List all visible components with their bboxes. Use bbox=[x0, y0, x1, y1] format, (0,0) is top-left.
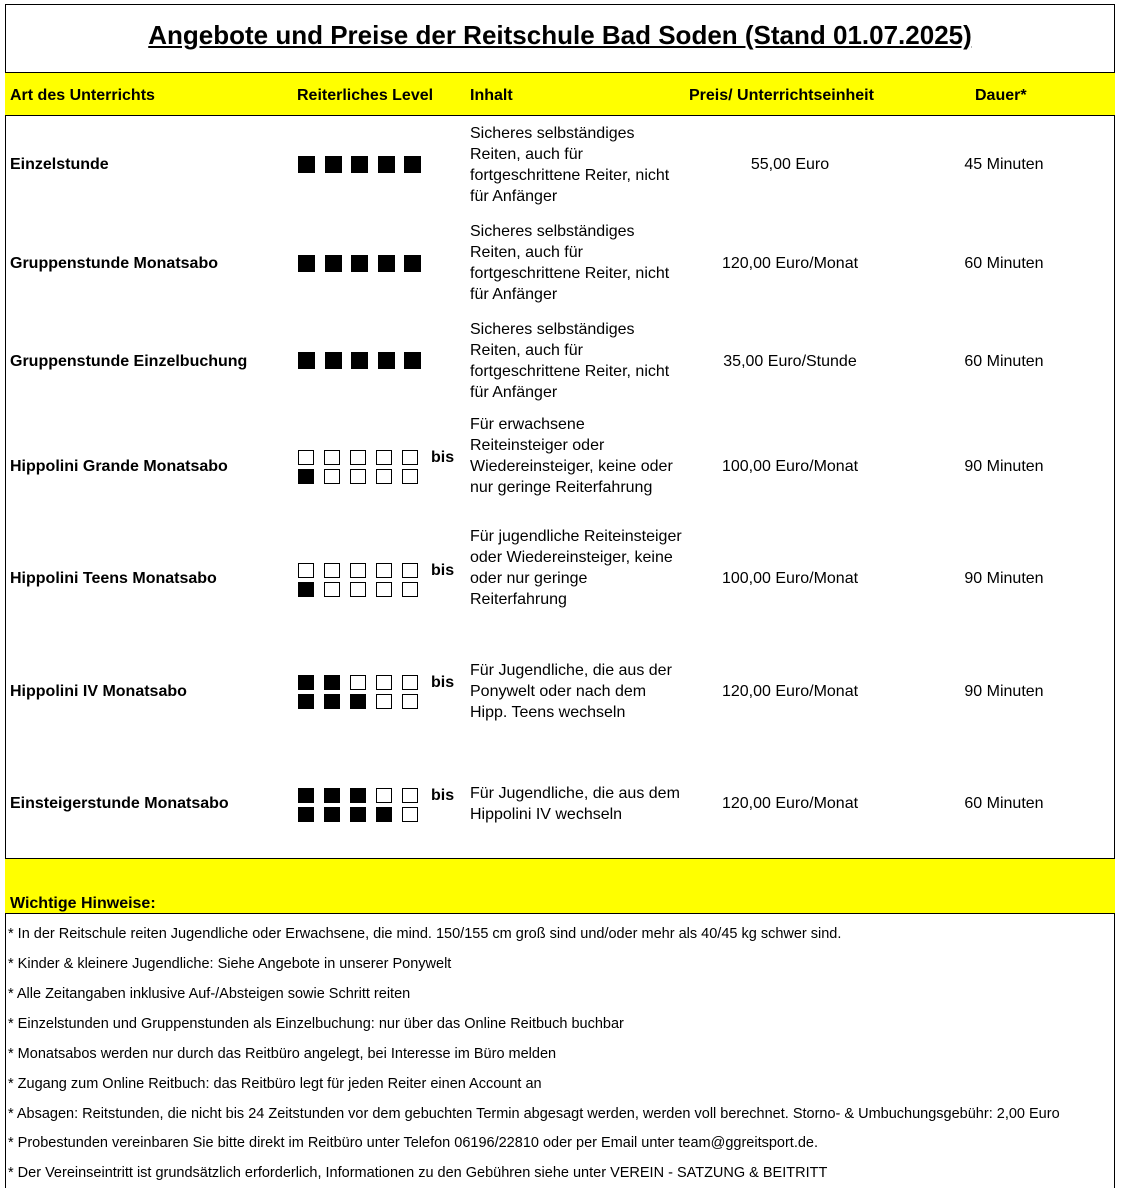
header-level: Reiterliches Level bbox=[297, 87, 434, 104]
filled-square-icon bbox=[378, 156, 395, 173]
empty-square-icon bbox=[298, 450, 314, 465]
empty-square-icon bbox=[376, 675, 392, 690]
note-item: * Zugang zum Online Reitbuch: das Reitbüro legt für jeden Reiter einen Account an bbox=[8, 1076, 542, 1092]
empty-square-icon bbox=[402, 694, 418, 709]
header-duration: Dauer* bbox=[975, 87, 1027, 104]
note-item: * Monatsabos werden nur durch das Reitbüro angelegt, bei Interesse im Büro melden bbox=[8, 1046, 557, 1062]
level-squares bbox=[298, 581, 428, 598]
filled-square-icon bbox=[351, 156, 368, 173]
row-duration: 90 Minuten bbox=[964, 570, 1044, 587]
note-item: * Absagen: Reitstunden, die nicht bis 24 Zeitstunden vor dem gebuchten Termin abgesagt werden, werden voll berechnet. Storno- & Umbuchungsgebühr: 2,00 Euro bbox=[8, 1106, 1060, 1122]
filled-square-icon bbox=[350, 788, 366, 803]
note-item: * Kinder & kleinere Jugendliche: Siehe Angebote in unserer Ponywelt bbox=[8, 956, 452, 972]
filled-square-icon bbox=[298, 255, 315, 272]
header-art: Art des Unterrichts bbox=[10, 87, 155, 104]
header-price: Preis/ Unterrichtseinheit bbox=[689, 87, 874, 104]
filled-square-icon bbox=[350, 807, 366, 822]
empty-square-icon bbox=[298, 563, 314, 578]
filled-square-icon bbox=[404, 255, 421, 272]
filled-square-icon bbox=[324, 675, 340, 690]
level-range-label: bis bbox=[431, 787, 455, 804]
empty-square-icon bbox=[402, 469, 418, 484]
empty-square-icon bbox=[350, 582, 366, 597]
level-indicator bbox=[298, 156, 431, 175]
row-duration: 60 Minuten bbox=[964, 353, 1044, 370]
level-indicator bbox=[298, 255, 431, 274]
filled-square-icon bbox=[324, 807, 340, 822]
filled-square-icon bbox=[378, 255, 395, 272]
row-duration: 90 Minuten bbox=[964, 683, 1044, 700]
empty-square-icon bbox=[402, 450, 418, 465]
level-indicator bbox=[298, 449, 455, 487]
note-item: * In der Reitschule reiten Jugendliche oder Erwachsene, die mind. 150/155 cm groß sind und/oder mehr als 40/45 kg schwer sind. bbox=[8, 926, 842, 942]
empty-square-icon bbox=[376, 563, 392, 578]
filled-square-icon bbox=[298, 156, 315, 173]
filled-square-icon bbox=[324, 788, 340, 803]
row-name: Gruppenstunde Monatsabo bbox=[10, 255, 218, 272]
row-name: Einsteigerstunde Monatsabo bbox=[10, 795, 229, 812]
level-squares bbox=[298, 787, 428, 804]
level-squares bbox=[298, 806, 428, 823]
filled-square-icon bbox=[325, 255, 342, 272]
row-price: 100,00 Euro/Monat bbox=[721, 458, 859, 475]
filled-square-icon bbox=[324, 694, 340, 709]
level-squares bbox=[298, 255, 431, 272]
row-duration: 60 Minuten bbox=[964, 795, 1044, 812]
notes-title: Wichtige Hinweise: bbox=[10, 895, 156, 912]
empty-square-icon bbox=[350, 450, 366, 465]
row-price: 100,00 Euro/Monat bbox=[721, 570, 859, 587]
filled-square-icon bbox=[351, 352, 368, 369]
row-price: 120,00 Euro/Monat bbox=[721, 683, 859, 700]
row-duration: 60 Minuten bbox=[964, 255, 1044, 272]
row-price: 35,00 Euro/Stunde bbox=[723, 353, 857, 370]
empty-square-icon bbox=[324, 582, 340, 597]
row-description: Für erwachsene Reiteinsteiger oder Wiedereinsteiger, keine oder nur geringe Reiterfahrung bbox=[470, 416, 673, 496]
empty-square-icon bbox=[402, 807, 418, 822]
filled-square-icon bbox=[325, 352, 342, 369]
row-name: Einzelstunde bbox=[10, 156, 109, 173]
level-indicator bbox=[298, 674, 455, 712]
row-name: Gruppenstunde Einzelbuchung bbox=[10, 353, 248, 370]
filled-square-icon bbox=[351, 255, 368, 272]
note-item: * Alle Zeitangaben inklusive Auf-/Absteigen sowie Schritt reiten bbox=[8, 986, 411, 1002]
level-squares bbox=[298, 562, 428, 579]
note-item: * Der Vereinseintritt ist grundsätzlich erforderlich, Informationen zu den Gebühren siehe unter VEREIN - SATZUNG & BEITRITT bbox=[8, 1165, 828, 1181]
row-description: Sicheres selbständiges Reiten, auch für fortgeschrittene Reiter, nicht für Anfänger bbox=[470, 125, 670, 205]
empty-square-icon bbox=[402, 563, 418, 578]
level-indicator bbox=[298, 787, 455, 825]
empty-square-icon bbox=[402, 788, 418, 803]
empty-square-icon bbox=[376, 694, 392, 709]
row-price: 55,00 Euro bbox=[750, 156, 830, 173]
empty-square-icon bbox=[324, 469, 340, 484]
level-range-label: bis bbox=[431, 449, 455, 466]
header-content: Inhalt bbox=[470, 87, 513, 104]
level-indicator bbox=[298, 562, 455, 600]
empty-square-icon bbox=[350, 675, 366, 690]
filled-square-icon bbox=[298, 582, 314, 597]
filled-square-icon bbox=[404, 156, 421, 173]
row-description: Für Jugendliche, die aus der Ponywelt oder nach dem Hipp. Teens wechseln bbox=[470, 662, 672, 721]
empty-square-icon bbox=[376, 469, 392, 484]
filled-square-icon bbox=[378, 352, 395, 369]
filled-square-icon bbox=[298, 788, 314, 803]
filled-square-icon bbox=[350, 694, 366, 709]
level-indicator bbox=[298, 352, 431, 371]
filled-square-icon bbox=[298, 469, 314, 484]
filled-square-icon bbox=[404, 352, 421, 369]
note-item: * Einzelstunden und Gruppenstunden als Einzelbuchung: nur über das Online Reitbuch buchbar bbox=[8, 1016, 624, 1032]
row-price: 120,00 Euro/Monat bbox=[721, 255, 859, 272]
level-squares bbox=[298, 693, 428, 710]
note-item: * Probestunden vereinbaren Sie bitte direkt im Reitbüro unter Telefon 06196/22810 oder per Email unter team@ggreitsport.de. bbox=[8, 1135, 819, 1151]
empty-square-icon bbox=[402, 675, 418, 690]
filled-square-icon bbox=[376, 807, 392, 822]
level-squares bbox=[298, 156, 431, 173]
empty-square-icon bbox=[402, 582, 418, 597]
level-squares bbox=[298, 674, 428, 691]
empty-square-icon bbox=[350, 563, 366, 578]
row-duration: 90 Minuten bbox=[964, 458, 1044, 475]
empty-square-icon bbox=[376, 582, 392, 597]
row-name: Hippolini Grande Monatsabo bbox=[10, 458, 228, 475]
level-squares bbox=[298, 468, 428, 485]
notes-header-bar bbox=[5, 858, 1115, 914]
empty-square-icon bbox=[324, 563, 340, 578]
page-title: Angebote und Preise der Reitschule Bad Soden (Stand 01.07.2025) bbox=[148, 20, 972, 50]
level-squares bbox=[298, 449, 428, 466]
filled-square-icon bbox=[298, 807, 314, 822]
empty-square-icon bbox=[376, 788, 392, 803]
empty-square-icon bbox=[376, 450, 392, 465]
row-description: Für jugendliche Reiteinsteiger oder Wiedereinsteiger, keine oder nur geringe Reiterfahrung bbox=[470, 528, 682, 608]
filled-square-icon bbox=[298, 352, 315, 369]
row-description: Für Jugendliche, die aus dem Hippolini IV wechseln bbox=[470, 785, 680, 823]
row-duration: 45 Minuten bbox=[964, 156, 1044, 173]
level-range-label: bis bbox=[431, 562, 455, 579]
row-price: 120,00 Euro/Monat bbox=[721, 795, 859, 812]
level-squares bbox=[298, 352, 431, 369]
row-name: Hippolini IV Monatsabo bbox=[10, 683, 187, 700]
row-name: Hippolini Teens Monatsabo bbox=[10, 570, 217, 587]
filled-square-icon bbox=[325, 156, 342, 173]
table-header-bar bbox=[5, 72, 1115, 116]
empty-square-icon bbox=[324, 450, 340, 465]
row-description: Sicheres selbständiges Reiten, auch für fortgeschrittene Reiter, nicht für Anfänger bbox=[470, 223, 670, 303]
row-description: Sicheres selbständiges Reiten, auch für fortgeschrittene Reiter, nicht für Anfänger bbox=[470, 321, 670, 401]
filled-square-icon bbox=[298, 675, 314, 690]
empty-square-icon bbox=[350, 469, 366, 484]
filled-square-icon bbox=[298, 694, 314, 709]
level-range-label: bis bbox=[431, 674, 455, 691]
